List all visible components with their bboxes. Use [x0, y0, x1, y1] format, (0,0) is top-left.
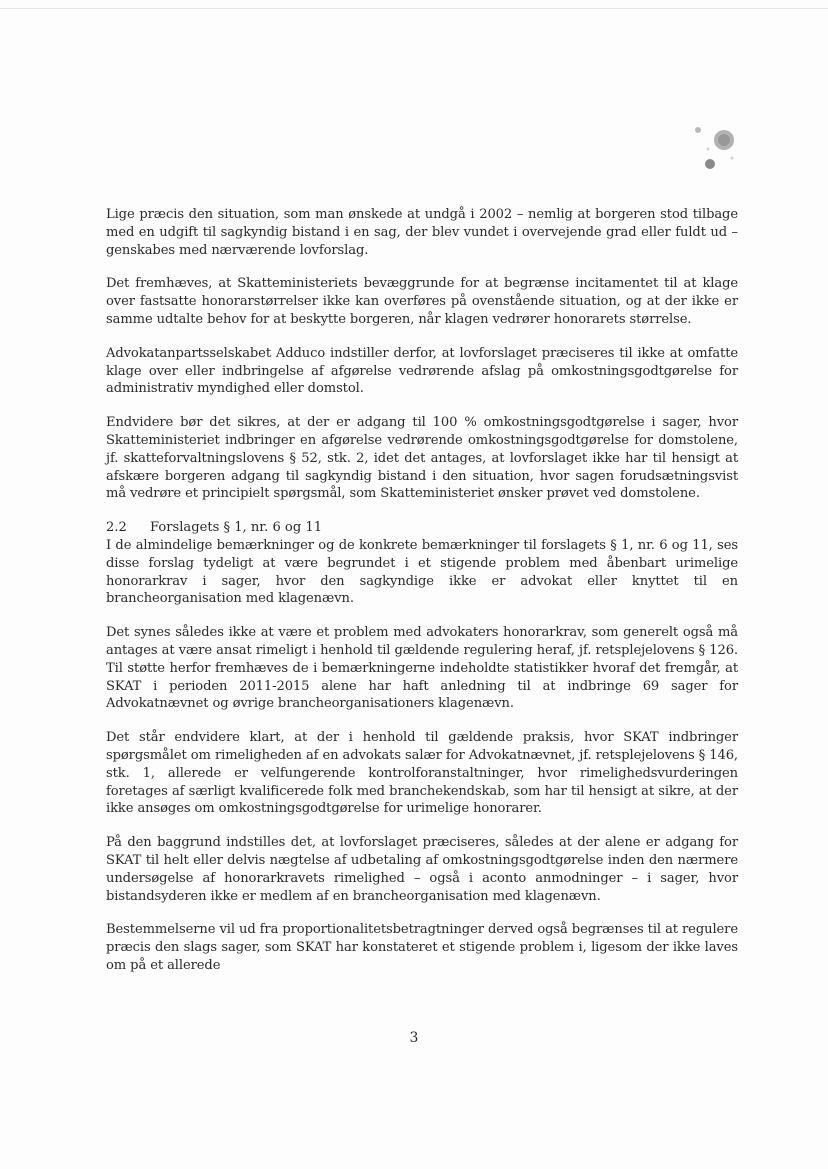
paragraph: Lige præcis den situation, som man ønskede at undgå i 2002 – nemlig at borgeren stod tilbage med en udgift til sagkyndig bistand i en sag, der blev vundet i overvejende grad eller fuldt ud – genskabes med nærværende lovforslag. [106, 207, 738, 258]
top-scan-line [0, 8, 828, 9]
dots-logo-icon [688, 124, 738, 174]
paragraph: På den baggrund indstilles det, at lovforslaget præciseres, således at der alene er adgang for SKAT til helt eller delvis nægtelse af udbetaling af omkostningsgodtgørelse inden den nærmere undersøgelse af honorarkravets rimelighed – også i aconto anmodninger – i sager, hvor bistandsyderen ikke er medlem af en brancheorganisation med klagenævn. [106, 835, 738, 904]
paragraph: Advokatanpartsselskabet Adduco indstiller derfor, at lovforslaget præciseres til ikke at omfatte klage over eller indbringelse af afgørelse vedrørende afslag på omkostningsgodtgørelse for administrativ myndighed eller domstol. [106, 345, 738, 397]
section-heading [106, 519, 738, 537]
paragraph: Det synes således ikke at være et problem med advokaters honorarkrav, som generelt også må antages at være ansat rimeligt i henhold til gældende regulering heraf, jf. retsplejelovens § 126. Til støtte herfor fremhæves de i bemærkningerne indeholdte statistikker hvoraf det fremgår, at SKAT i perioden 2011-2015 alene har haft anledning til at indbringe 69 sager for Advokatnævnet og øvrige brancheorganisationers klagenævn. [106, 625, 738, 712]
section-title: Forslagets § 1, nr. 6 og 11 [150, 520, 323, 536]
paragraph: Bestemmelserne vil ud fra proportionalitetsbetragtninger derved også begrænses til at regulere præcis den slags sager, som SKAT har konstateret et stigende problem i, ligesom der ikke laves om på et allerede [106, 922, 738, 973]
paragraph: Endvidere bør det sikres, at der er adgang til 100 % omkostningsgodtgørelse i sager, hvor Skatteministeriet indbringer en afgørelse vedrørende omkostningsgodtgørelse for domstolene, jf. skatteforvaltningslovens § 52, stk. 2, idet det antages, at lovforslaget ikke har til hensigt at afskære borgeren adgang til sagkyndig bistand i den situation, hvor sagen forudsætningsvist må vedrøre et principielt spørgsmål, som Skatteministeriet ønsker prøvet ved domstolene. [106, 415, 738, 502]
page-number: 3 [409, 1030, 419, 1046]
paragraph: Det fremhæves, at Skatteministeriets bevæggrunde for at begrænse incitamentet til at klage over fastsatte honorarstørrelser ikke kan overføres på ovenstående situation, og at der ikke er samme udtalte behov for at beskytte borgeren, når klagen vedrører honorarets størrelse. [106, 276, 738, 327]
paragraph: I de almindelige bemærkninger og de konkrete bemærkninger til forslagets § 1, nr. 6 og 11, ses disse forslag tydeligt at være begrundet i et stigende problem med åbenbart urimelige honorarkrav i sager, hvor den sagkyndige ikke er advokat eller knyttet til en brancheorganisation med klagenævn. [106, 537, 738, 607]
paragraph: Det står endvidere klart, at der i henhold til gældende praksis, hvor SKAT indbringer spørgsmålet om rimeligheden af en advokats salær for Advokatnævnet, jf. retsplejelovens § 146, stk. 1, allerede er velfungerende kontrolforanstaltninger, hvor rimelighedsvurderingen foretages af særligt kvalificerede folk med branchekendskab, som har til hensigt at sikre, at der ikke ansøges om omkostningsgodtgørelse for urimelige honorarer. [106, 730, 738, 817]
section-number: 2.2 [106, 520, 127, 536]
document-body [106, 206, 738, 991]
